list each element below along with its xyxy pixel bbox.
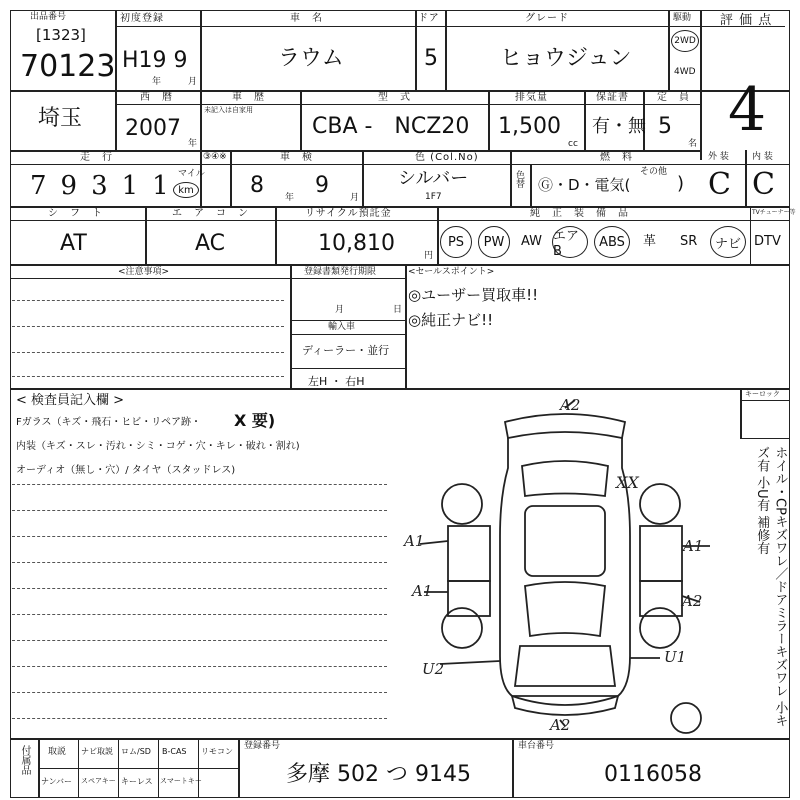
handle-side: 左H ・ 右H [308,375,365,388]
door-rear-left [448,526,490,581]
right-note: ホイル・CPキズワレ／ドアミラーキズワレ 小キズ有 小U有 補修有 [754,446,788,728]
year-unit: 年 [152,77,162,87]
equip-abs [594,226,630,258]
lot-label: 出品番号 [30,12,67,22]
sales-point-2: ◎純正ナビ!! [408,311,494,329]
recycle-fee: 10,810 [318,231,395,256]
caution-label: <注意事項> [118,267,170,277]
inspector-line [12,666,387,667]
ac-label: エ ア コ ン [172,208,249,219]
equip-navi-text: ナビ [714,236,741,252]
windshield [525,582,605,636]
shift-label: シ フ ト [48,208,103,219]
grade-label: グレード [525,13,569,24]
equip-dtv: DTV [754,234,781,249]
reg-month: 月 [335,305,345,315]
color-label: 色 (Col.No) [415,152,479,163]
damage-mark: U2 [422,660,445,678]
damage-mark: XX [616,473,639,492]
equip-ps [440,226,472,258]
inspector-line-1: Fガラス（キズ・飛石・ヒビ・リペア跡・ [16,417,202,428]
history-note: 未記入は自家用 [204,106,253,114]
doors-label: ドア [418,13,440,24]
inspection-label: 車 検 [280,152,313,163]
plate-label: 登録番号 [244,741,281,751]
drive-2wd: 2WD [674,36,696,46]
exterior-grade: C [708,167,731,202]
damage-mark: A1 [412,582,433,600]
yen-unit: 円 [424,251,434,261]
model: CBA - NCZ20 [312,114,470,139]
acc-remote: リモコン [201,747,233,756]
inspector-line [12,510,387,511]
hood [515,646,615,686]
car-name: ラウム [278,46,344,71]
first-reg-value: H19 9 [122,48,188,73]
score-label: 評 価 点 [720,13,773,28]
score: 4 [728,75,767,145]
fuel-close-paren: ) [677,173,685,194]
sales-label: <セールスポイント> [408,267,495,277]
warranty-label: 保証書 [596,92,629,103]
insp-year-unit: 年 [285,193,295,203]
sales-point-1: ◎ユーザー買取車!! [408,286,539,304]
month-unit: 月 [188,77,198,87]
caution-line [12,300,284,301]
interior-grade: C [752,167,775,202]
first-reg-label: 初度登録 [120,13,164,24]
acc-keyless: キーレス [121,777,153,786]
inspector-line [12,536,387,537]
inspector-line [12,484,387,485]
caution-line [12,352,284,353]
damage-mark: A2 [550,716,571,734]
equip-navi [710,226,746,258]
prefecture: 埼玉 [38,106,83,131]
reg-deadline-label: 登録書類発行期限 [304,267,377,277]
acc-rom-sd: ロム/SD [121,747,151,756]
acc-manual: 取説 [48,747,67,757]
damage-mark: U1 [664,648,687,666]
tire-rear-right [640,484,680,524]
fuel-other: その他 [640,167,668,177]
plate-number: 多摩 502 つ 9145 [286,762,471,787]
caution-line [12,326,284,327]
inspector-line-3: オーディオ（無し・穴）/ タイヤ（スタッドレス) [16,465,236,476]
inspection-month: 9 [315,173,329,198]
meter-label: ③④※ [203,152,227,162]
front-bumper [512,696,618,715]
door-rear-right [640,526,682,581]
accessories-label: 付属品 [19,745,30,775]
rear-window [522,461,608,496]
equip-pw-text: PW [483,234,505,250]
lot-bracket: [1323] [36,26,86,44]
history-label: 車 歴 [232,92,265,103]
damage-mark: A1 [683,537,704,555]
damage-mark: A2 [560,396,581,414]
color-code: 1F7 [425,192,442,202]
shift: AT [60,231,87,256]
equip-abs-text: ABS [599,234,625,250]
inspection-year: 8 [250,173,264,198]
import-label: 輸入車 [328,322,356,332]
capacity: 5 [658,114,672,139]
drive-label: 駆動 [673,13,692,23]
mileage: 79311 [30,171,183,201]
equip-pw [478,226,510,258]
seireki: 2007 [125,116,181,141]
inspector-line [12,614,387,615]
inspector-x: X 要) [234,411,276,430]
equipment-label: 純 正 装 備 品 [530,208,629,219]
seireki-label: 西 暦 [140,92,173,103]
spare-tire [671,703,701,733]
inspector-title: < 検査員記入欄 > [16,393,125,408]
inspector-line [12,562,387,563]
lot-number: 70123 [20,49,116,84]
chassis-label: 車台番号 [518,741,555,751]
inspector-line [12,692,387,693]
acc-plate: ナンバー [41,777,73,786]
equip-leather: 革 [643,234,657,249]
doors: 5 [424,46,438,71]
reg-day: 日 [393,305,403,315]
displacement-label: 排気量 [515,92,548,103]
equip-airbag-text: エアB [553,229,580,259]
import-type: ディーラー・並行 [302,344,390,357]
ac: AC [195,231,226,256]
car-name-label: 車 名 [290,13,323,24]
inspector-line [12,718,387,719]
equip-ps-text: PS [447,234,465,250]
car-body [500,438,630,696]
door-front-right [640,581,682,616]
equip-sunroof: SR [680,234,698,249]
displacement: 1,500 [498,114,561,139]
acc-bcas: B-CAS [162,747,187,756]
inspector-line [12,640,387,641]
insp-month-unit: 月 [350,193,360,203]
equip-aw: AW [521,234,543,249]
exterior-label: 外 装 [708,152,729,162]
chassis-number: 0116058 [604,762,702,787]
color: シルバー [398,168,469,189]
cc-unit: cc [568,139,578,149]
tire-front-right [640,608,680,648]
inspector-line [12,588,387,589]
seireki-unit: 年 [188,139,198,149]
capacity-label: 定 員 [657,92,690,103]
interior-label: 内 装 [752,152,773,162]
warranty: 有・無 [592,116,646,137]
acc-spare-key: スペアキー [81,777,116,785]
damage-mark: A2 [682,592,703,610]
inspector-line-2: 内装（キズ・スレ・汚れ・シミ・コゲ・穴・キレ・破れ・割れ) [16,441,300,452]
drive-4wd: 4WD [674,67,696,77]
model-label: 型 式 [378,92,411,103]
capacity-unit: 名 [688,139,698,149]
rear-bumper [505,414,625,438]
acc-navi-manual: ナビ取説 [81,747,113,756]
fuel: Ⓖ・D・電気( [538,176,631,194]
roof [525,506,605,576]
damage-mark: A1 [404,532,425,550]
color-change-label: 色替 [514,170,524,188]
tuner-label: TVチューナー等 [752,209,796,216]
caution-line [12,376,284,377]
equip-airbag [552,226,588,258]
door-front-left [448,581,490,616]
km-circle [173,182,199,198]
keylock-label: キーロック [745,390,780,398]
acc-smart-key: スマートキー [160,777,202,785]
car-diagram [400,396,730,736]
fuel-label: 燃 料 [600,152,633,163]
km-unit: km [178,184,194,196]
drive-2wd-circle [671,30,699,52]
recycle-label: リサイクル預託金 [305,208,392,219]
tire-rear-left [442,484,482,524]
mile-unit: マイル [178,169,205,179]
mileage-label: 走 行 [80,152,113,163]
grade: ヒョウジュン [500,46,632,71]
